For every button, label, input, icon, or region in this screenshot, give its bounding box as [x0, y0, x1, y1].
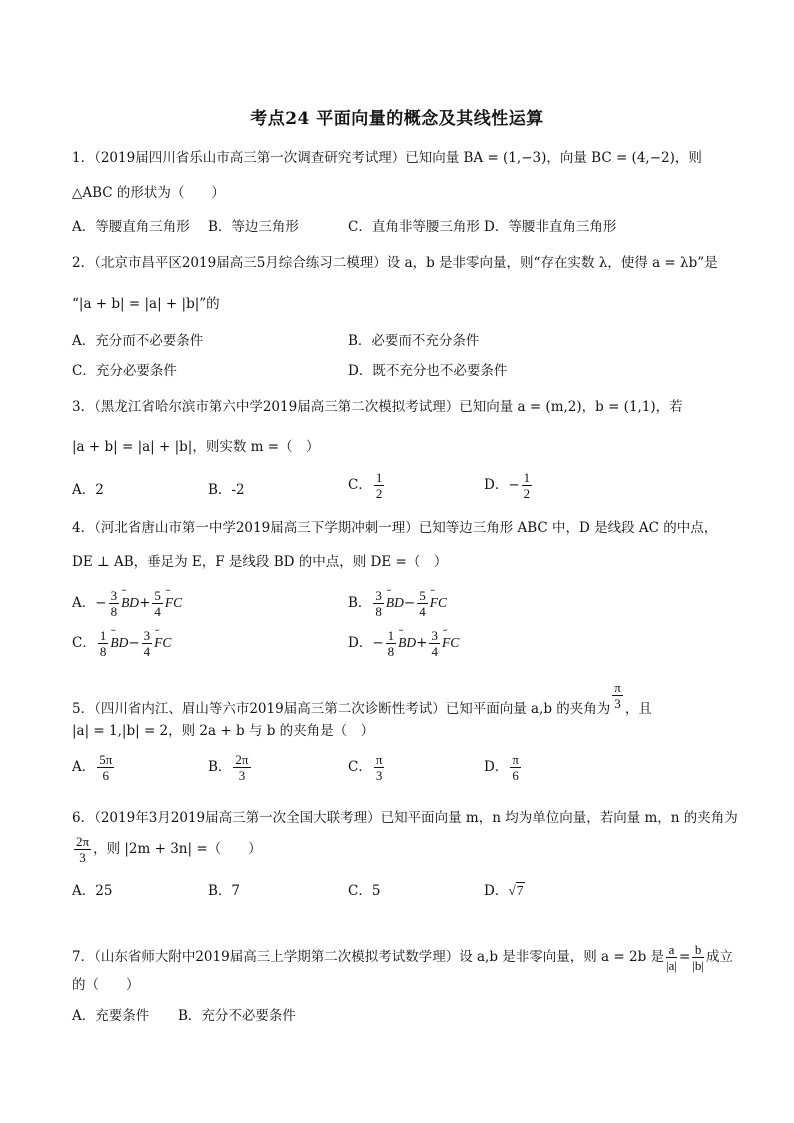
question-7-stem: 7．（山东省师大附中2019届高三上学期第二次模拟考试数学理）设 a,b 是非零向量，则 a = 2b 是 $\frac{a}{|a|}$ = $\frac{b}{|b|}$ 成立: [72, 942, 734, 973]
question-3-stem-cont: |a + b| = |a| + |b|，则实数 m =（ ）: [72, 439, 320, 455]
question-3-option-c: C． $\frac{1}{2}$: [348, 470, 383, 501]
question-5-option-b: B． $\frac{2\pi}{3}$: [208, 752, 249, 783]
question-1-option-d: D．等腰非直角三角形: [484, 219, 617, 235]
question-5-stem: 5．（四川省内江、眉山等六市2019届高三第二次诊断性考试）已知平面向量 a,b 的夹角为 $\frac{\pi}{3}$ ，且: [72, 680, 652, 717]
question-2-option-c: C．充分必要条件: [72, 363, 177, 379]
question-4-stem-cont: DE ⊥ AB，垂足为 E，F 是线段 BD 的中点，则 DE =（ ）: [72, 554, 448, 570]
question-3-option-d: D．− $\frac{1}{2}$: [484, 470, 531, 501]
question-3-stem: 3．（黑龙江省哈尔滨市第六中学2019届高三第二次模拟考试理）已知向量 a = (m,2)，b = (1,1)，若: [72, 399, 683, 415]
question-1-stem: 1．（2019届四川省乐山市高三第一次调查研究考试理）已知向量 BA = (1,−3)，向量 BC = (4,−2)，则: [72, 150, 702, 166]
question-6-option-d: D．√7: [484, 883, 524, 899]
question-7-stem-cont: 的（ ）: [72, 977, 140, 993]
sqrt-symbol: √7: [508, 883, 524, 898]
question-6-option-b: B．7: [208, 883, 241, 899]
question-4-option-a: A．− $\frac{3}{8}$ ˇˇ BD+ $\frac{5}{4}$ ˇˇ FC: [72, 588, 182, 619]
page-title: 考点24 平面向量的概念及其线性运算: [250, 109, 544, 129]
question-1-option-c: C．直角非等腰三角形: [348, 219, 480, 235]
question-3-option-b: B．-2: [208, 482, 245, 498]
question-6-option-c: C．5: [348, 883, 381, 899]
question-4-option-d: D．− $\frac{1}{8}$ ˇˇ BD+ $\frac{3}{4}$ ˇˇ FC: [348, 628, 459, 659]
question-7-option-a: A．充要条件: [72, 1008, 150, 1024]
fraction: $\frac{1}{2}$: [375, 470, 383, 501]
question-3-option-a: A．2: [72, 482, 104, 498]
question-7-option-b: B．充分不必要条件: [178, 1008, 296, 1024]
question-2-stem-cont: “|a + b| = |a| + |b|”的: [72, 296, 220, 312]
question-2-option-b: B．必要而不充分条件: [348, 333, 480, 349]
question-5-stem-cont: |a| = 1,|b| = 2，则 2a + b 与 b 的夹角是（ ）: [72, 723, 375, 739]
question-5-option-c: C． $\frac{\pi}{3}$: [348, 752, 383, 783]
question-4-stem: 4．（河北省唐山市第一中学2019届高三下学期冲刺一理）已知等边三角形 ABC 中，D 是线段 AC 的中点，: [72, 520, 718, 536]
question-4-option-c: C． $\frac{1}{8}$ ˇˇ BD− $\frac{3}{4}$ ˇˇ FC: [72, 628, 171, 659]
question-1-option-a: A．等腰直角三角形: [72, 219, 190, 235]
question-2-option-d: D．既不充分也不必要条件: [348, 363, 508, 379]
question-4-option-b: B． $\frac{3}{8}$ ˇˇ BD− $\frac{5}{4}$ ˇˇ FC: [348, 588, 447, 619]
question-2-stem: 2．（北京市昌平区2019届高三5月综合练习二模理）设 a，b 是非零向量，则“存在实数 λ，使得 a = λb”是: [72, 255, 718, 271]
question-1-stem-cont: △ABC 的形状为（ ）: [72, 185, 225, 201]
question-6-option-a: A．25: [72, 883, 113, 899]
question-6-stem-cont: $\frac{2\pi}{3}$ ，则 |2m + 3n| =（ ）: [76, 834, 262, 865]
question-5-option-d: D． $\frac{\pi}{6}$: [484, 752, 519, 783]
question-2-option-a: A．充分而不必要条件: [72, 333, 204, 349]
question-6-stem: 6．（2019年3月2019届高三第一次全国大联考理）已知平面向量 m，n 均为单位向量，若向量 m，n 的夹角为: [72, 810, 738, 826]
question-5-option-a: A． $\frac{5\pi}{6}$: [72, 752, 113, 783]
question-1-option-b: B．等边三角形: [208, 219, 299, 235]
fraction: $\frac{1}{2}$: [523, 470, 531, 501]
